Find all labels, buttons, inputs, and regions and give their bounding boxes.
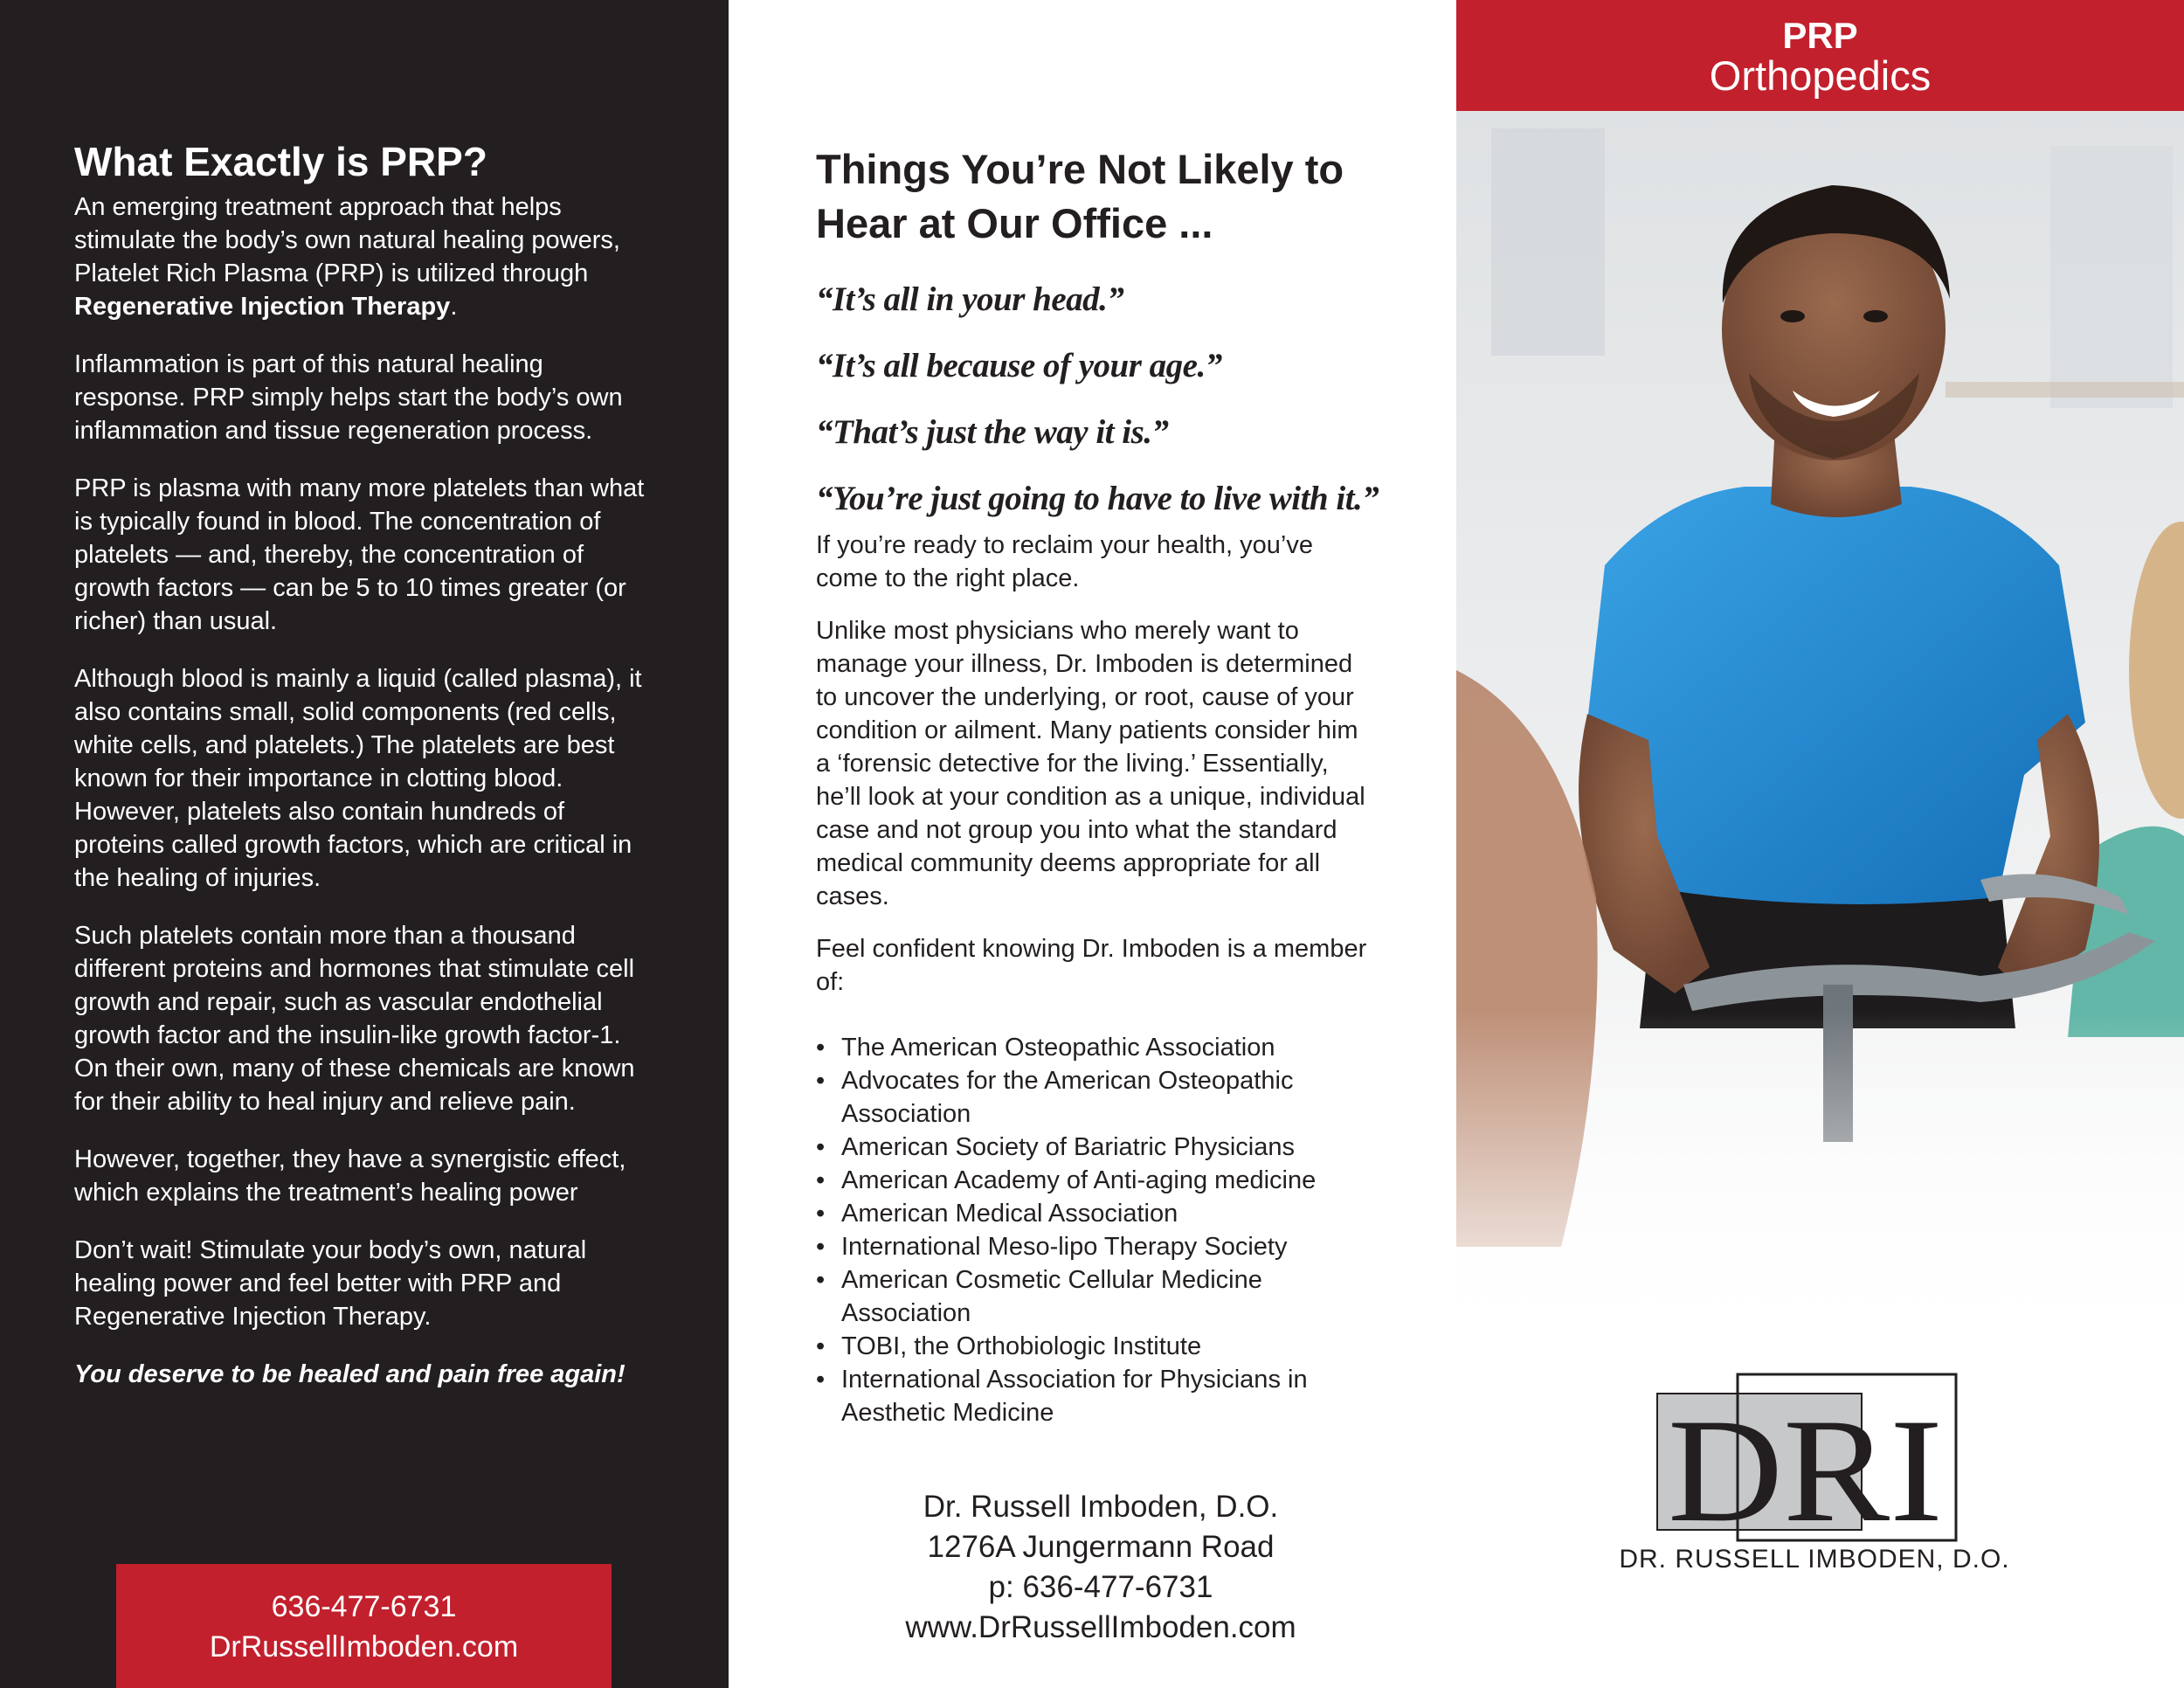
quote: “It’s all in your head.” (816, 280, 1124, 318)
quote: “It’s all because of your age.” (816, 347, 1222, 384)
list-item (816, 1263, 1375, 1330)
list-item-text: American Society of Bariatric Physicians (841, 1133, 1295, 1161)
body-paragraph: Such platelets contain more than a thousand different proteins and hormones that stimulate cell growth and repair, such as vascular endothelial growth factor and the insulin-like growth factor-1. On their own, many of these chemicals are known for their ability to heal injury and relieve pain. (74, 922, 635, 1116)
list-item-text: International Association for Physicians in Aesthetic Medicine (841, 1366, 1308, 1427)
list-item (816, 1031, 1375, 1064)
list-item (816, 1363, 1375, 1429)
doctor-name: Dr. Russell Imboden, D.O. (923, 1490, 1279, 1524)
bullet-icon: • (816, 1233, 826, 1261)
body-paragraph: Feel confident knowing Dr. Imboden is a member of: (816, 935, 1367, 996)
office-phone[interactable]: p: 636-477-6731 (988, 1570, 1213, 1604)
list-item (816, 1230, 1375, 1263)
list-item-text: American Medical Association (841, 1200, 1178, 1228)
street-address: 1276A Jungermann Road (927, 1530, 1275, 1564)
cycling-man-photo (1456, 111, 2184, 1360)
quote: “That’s just the way it is.” (816, 413, 1169, 451)
body-paragraph: If you’re ready to reclaim your health, you’ve come to the right place. (816, 531, 1313, 592)
banner-title: PRP (1782, 15, 1858, 56)
list-item-text: International Meso-lipo Therapy Society (841, 1233, 1288, 1261)
bullet-icon: • (816, 1133, 826, 1161)
membership-list (816, 1031, 1375, 1429)
list-item-text: The American Osteopathic Association (841, 1034, 1275, 1062)
list-item-text: American Cosmetic Cellular Medicine Association (841, 1266, 1262, 1327)
prp-heading: What Exactly is PRP? (74, 139, 487, 184)
body-paragraph: Inflammation is part of this natural healing response. PRP simply helps start the body’s own inflammation and tissue regeneration process. (74, 350, 623, 445)
closing-statement: You deserve to be healed and pain free again! (74, 1360, 625, 1388)
contact-box (116, 1564, 612, 1688)
list-item (816, 1064, 1375, 1131)
body-paragraph: However, together, they have a synergistic effect, which explains the treatment’s healing power (74, 1145, 626, 1207)
list-item (816, 1164, 1375, 1197)
bullet-icon: • (816, 1034, 826, 1062)
bullet-icon: • (816, 1366, 826, 1394)
body-paragraph: PRP is plasma with many more platelets than what is typically found in blood. The concentration of platelets — and, thereby, the concentration of growth factors — can be 5 to 10 times greater (or richer) than usual. (74, 474, 645, 635)
office-website[interactable]: www.DrRussellImboden.com (905, 1610, 1296, 1644)
intro-paragraph (74, 190, 660, 323)
bullet-icon: • (816, 1266, 826, 1294)
list-item (816, 1131, 1375, 1164)
body-paragraph: Don’t wait! Stimulate your body’s own, natural healing power and feel better with PRP and Regenerative Injection Therapy. (74, 1236, 587, 1331)
logo-letters: DRI (1668, 1388, 1943, 1551)
left-panel (0, 0, 729, 1688)
quotes-list (816, 266, 1427, 532)
list-item-text: American Academy of Anti-aging medicine (841, 1166, 1317, 1194)
body-paragraph: Unlike most physicians who merely want to manage your illness, Dr. Imboden is determined to uncover the underlying, or root, cause of your condition or ailment. Many patients consider him a ‘forensic detective for the living.’ Essentially, he’ll look at your condition as a unique, individual case and not group you into what the standard medical community deems appropriate for all cases. (816, 617, 1365, 910)
title-banner (1456, 0, 2184, 111)
intro-bold: Regenerative Injection Therapy (74, 293, 451, 321)
list-item-text: TOBI, the Orthobiologic Institute (841, 1332, 1202, 1360)
bullet-icon: • (816, 1200, 826, 1228)
logo-caption: DR. RUSSELL IMBODEN, D.O. (1619, 1545, 2010, 1574)
bullet-icon: • (816, 1067, 826, 1095)
list-item (816, 1197, 1375, 1230)
middle-panel (729, 0, 1456, 1688)
logo-graphic (1650, 1367, 1965, 1551)
list-item-text: Advocates for the American Osteopathic Association (841, 1067, 1294, 1128)
office-text (816, 529, 1375, 1018)
list-item (816, 1330, 1375, 1363)
photo-illustration (1456, 111, 2184, 1360)
body-paragraph: Although blood is mainly a liquid (called plasma), it also contains small, solid components (red cells, white cells, and platelets.) The platelets are best known for their importance in clotting blood. However, platelets also contain hundreds of proteins called growth factors, which are critical in the healing of injuries. (74, 665, 642, 892)
office-address (816, 1487, 1386, 1648)
right-panel (1456, 0, 2184, 1688)
contact-phone[interactable]: 636-477-6731 (271, 1590, 457, 1623)
dri-logo (1650, 1367, 1965, 1551)
banner-subtitle: Orthopedics (1709, 52, 1932, 99)
contact-website[interactable]: DrRussellImboden.com (209, 1630, 519, 1664)
intro-text: An emerging treatment approach that helps stimulate the body’s own natural healing powers, Platelet Rich Plasma (PRP) is utilized through (74, 193, 620, 287)
quote: “You’re just going to have to live with it.” (816, 480, 1379, 517)
bullet-icon: • (816, 1166, 826, 1194)
bullet-icon: • (816, 1332, 826, 1360)
intro-suffix: . (450, 293, 458, 321)
office-heading: Things You’re Not Likely to Hear at Our Office ... (816, 146, 1344, 246)
prp-body (74, 190, 660, 1415)
